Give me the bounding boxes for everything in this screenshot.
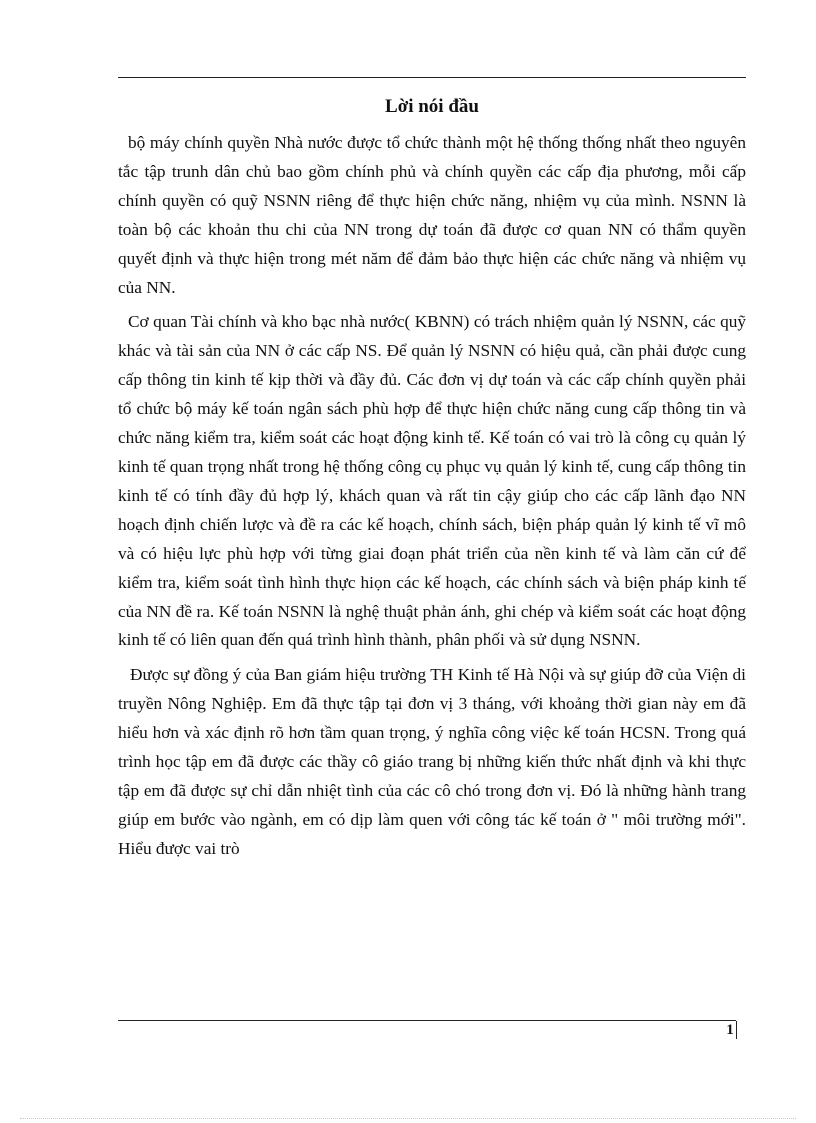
page-edge-dotted-line [20, 1118, 796, 1119]
page-number: 1 [724, 1021, 737, 1039]
paragraph-3: Được sự đồng ý của Ban giám hiệu trường TH Kinh tế Hà Nội và sự giúp đỡ của Viện di truyền Nông Nghiệp. Em đã thực tập tại đơn vị 3 tháng, với khoảng thời gian này em đã hiểu hơn và xác định rõ hơn tầm quan trọng, ý nghĩa công việc kế toán HCSN. Trong quá trình học tập em đã được các thầy cô giáo trang bị những kiến thức nhất định và khi thực tập em đã được sự chỉ dẫn nhiệt tình của các cô chó trong đơn vị. Đó là những hành trang giúp em bước vào ngành, em có dịp làm quen với công tác kế toán ở " môi trường mới". Hiểu được vai trò [118, 665, 746, 858]
paragraph-2: Cơ quan Tài chính và kho bạc nhà nước( KBNN) có trách nhiệm quản lý NSNN, các quỹ khác và tài sản của NN ở các cấp NS. Để quản lý NSNN có hiệu quả, cần phải được cung cấp thông tin kinh tế kịp thời và đầy đủ. Các đơn vị dự toán và các cấp chính quyền phải tổ chức bộ máy kế toán ngân sách phù hợp để thực hiện chức năng cung cấp thông tin và chức năng kiểm tra, kiểm soát các hoạt động kinh tế. Kế toán có vai trò là công cụ quản lý kinh tế quan trọng nhất trong hệ thống công cụ phục vụ quản lý kinh tế, cung cấp thông tin kinh tế có tính đầy đủ hợp lý, khách quan và rất tin cậy giúp cho các cấp lãnh đạo NN hoạch định chiến lược và đề ra các kế hoạch, chính sách, biện pháp quản lý kinh tế vĩ mô và có hiệu lực phù hợp với từng giai đoạn phát triển của nền kinh tế và làm căn cứ để kiểm tra, kiểm soát tình hình thực hiọn các kế hoạch, các chính sách và biện pháp kinh tế của NN đề ra. Kế toán NSNN là nghệ thuật phản ánh, ghi chép và kiểm soát các hoạt động kinh tế có liên quan đến quá trình hình thành, phân phối và sử dụng NSNN. [118, 312, 746, 650]
page-title: Lời nói đầu [385, 96, 479, 117]
paragraph-1: bộ máy chính quyền Nhà nước được tổ chức thành một hệ thống thống nhất theo nguyên tắc tập trunh dân chủ bao gồm chính phủ và chính quyền các cấp địa phương, mỗi cấp chính quyền có quỹ NSNN riêng để thực hiện chức năng, nhiệm vụ của mình. NSNN là toàn bộ các khoản thu chi của NN trong dự toán đã được cơ quan NN có thẩm quyền quyết định và thực hiện trong mét năm để đảm bảo thực hiện các chức năng và nhiệm vụ của NN. [118, 133, 746, 297]
document-body [118, 129, 746, 864]
footer-rule [118, 1020, 736, 1021]
header-rule [118, 77, 746, 78]
